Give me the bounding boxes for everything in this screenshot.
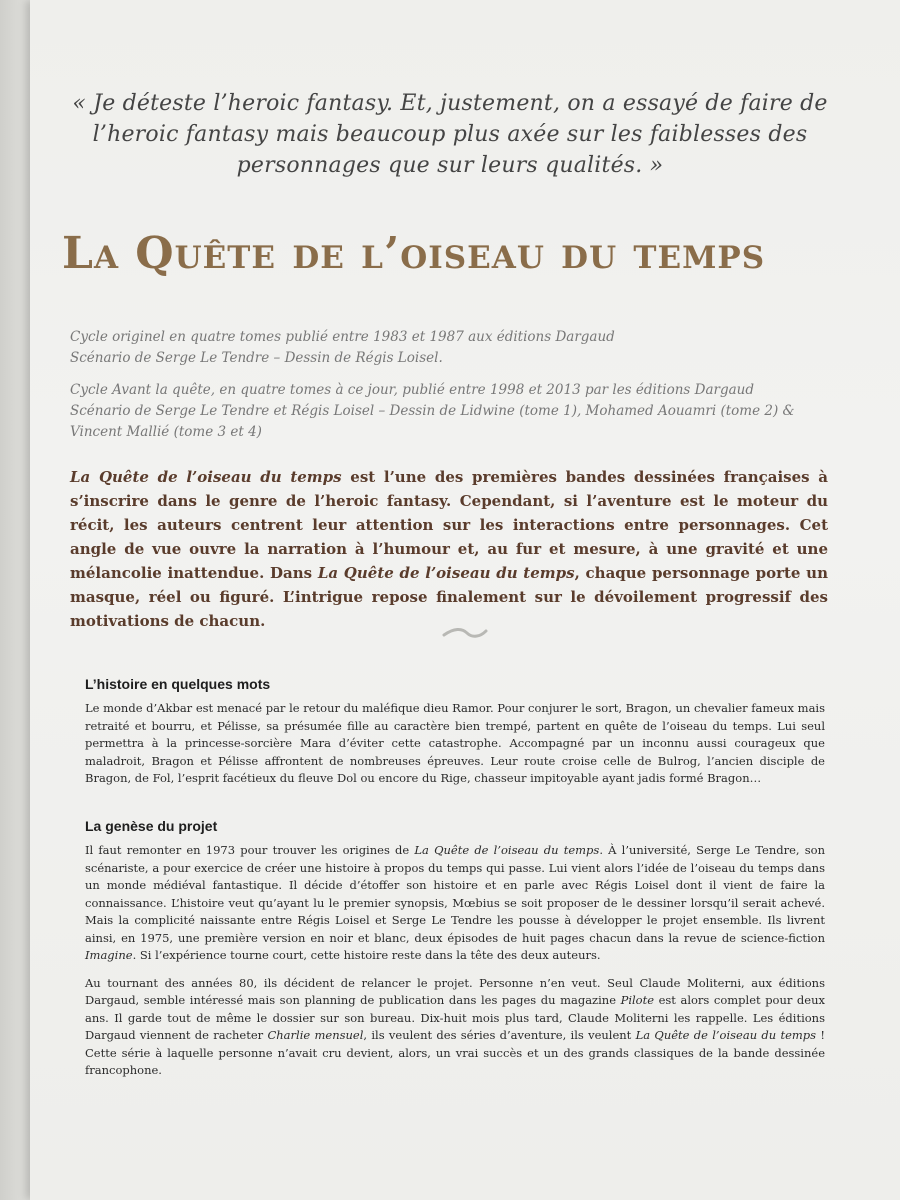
section-story xyxy=(85,676,825,798)
section-heading: L’histoire en quelques mots xyxy=(85,676,271,692)
intro-text: , chaque personnage porte un masque, réel ou figuré. L’intrigue repose finalement sur le dévoilement progressif des motivations de chacun. xyxy=(70,564,828,630)
section-body xyxy=(85,842,825,965)
text-run: . À l’université, Serge Le Tendre, son scénariste, a pour exercice de créer une histoire à propos du temps qui passe. Lui vient alors l’idée de l’oiseau du temps dans un monde médiéval fantastique. Il décide d’étoffer son histoire et en parle avec Régis Loisel dont il vient de faire la connaissance. L’histoire veut qu’ayant lu le premier synopsis, Mœbius se soit proposer de le dessiner lorsqu’il serait achevé. Mais la complicité naissante entre Régis Loisel et Serge Le Tendre les pousse à développer le projet ensemble. Ils livrent ainsi, en 1975, une première version en noir et blanc, deux épisodes de huit pages chacun dans la revue de science-fiction xyxy=(85,843,825,945)
credits-line: Scénario de Serge Le Tendre – Dessin de Régis Loisel. xyxy=(70,350,443,366)
section-body: Le monde d’Akbar est menacé par le retour du maléfique dieu Ramor. Pour conjurer le sort, Bragon, un chevalier fameux mais retraité et bourru, et Pélisse, sa présumée fille au caractère bien trempé, partent en quête de l’oiseau du temps. Lui seul permettra à la princesse-sorcière Mara d’éviter cette catastrophe. Accompagné par un inconnu aussi courageux que maladroit, Bragon et Pélisse affrontent de nombreuses épreuves. Leur route croise celle de Bulrog, l’ancien disciple de Bragon, de Fol, l’esprit facétieux du fleuve Dol ou encore du Rige, chasseur impitoyable ayant jadis formé Bragon… xyxy=(85,701,825,785)
text-run: Au tournant des années 80, ils décident de relancer le projet. Personne n’en veut. Seul Claude Moliterni, aux éditions Dargaud, semble intéressé mais son planning de publication dans les pages du magazine xyxy=(85,975,825,1007)
text-run: est alors complet pour deux ans. Il garde tout de même le dossier sur son bureau. Dix-huit mois plus tard, Claude Moliterni les rappelle. Les éditions Dargaud viennent de racheter xyxy=(85,993,825,1042)
intro-text: est l’une des premières bandes dessinées françaises à s’inscrire dans le genre de l’heroic fantasy. Cependant, si l’aventure est le moteur du récit, les auteurs centrent leur attention sur les interactions entre personnages. Cet angle de vue ouvre la narration à l’humour et, au fur et mesure, à une gravité et une mélancolie inattendue. Dans xyxy=(70,468,828,582)
panel-title: La Quête de l’oiseau du temps xyxy=(62,228,766,279)
credits-line: Scénario de Serge Le Tendre et Régis Loisel – Dessin de Lidwine (tome 1), Mohamed Aouamri (tome 2) & Vincent Mallié (tome 3 et 4) xyxy=(70,403,795,440)
section-body xyxy=(85,975,825,1080)
credits-prequel-cycle xyxy=(70,380,850,443)
italic-title: Charlie mensuel xyxy=(267,1028,364,1042)
italic-title: La Quête de l’oiseau du temps xyxy=(635,1028,817,1042)
credits-line: Cycle Avant la quête, en quatre tomes à ce jour, publié entre 1998 et 2013 par les éditions Dargaud xyxy=(70,382,754,398)
credits-line: Cycle originel en quatre tomes publié entre 1983 et 1987 aux éditions Dargaud xyxy=(70,329,615,345)
opening-quote: « Je déteste l’heroic fantasy. Et, justement, on a essayé de faire de l’heroic fantasy mais beaucoup plus axée sur les faiblesses des personnages que sur leurs qualités. » xyxy=(72,91,828,178)
text-run: , ils veulent des séries d’aventure, ils veulent xyxy=(363,1028,636,1042)
tilde-ornament-icon xyxy=(440,626,490,640)
section-heading: La genèse du projet xyxy=(85,818,218,834)
italic-title: Pilote xyxy=(620,993,655,1007)
italic-title: Imagine xyxy=(85,948,133,962)
intro-italic-title: La Quête de l’oiseau du temps xyxy=(317,564,575,582)
credits-original-cycle xyxy=(70,327,850,369)
italic-title: La Quête de l’oiseau du temps xyxy=(414,843,600,857)
intro-paragraph xyxy=(70,465,828,633)
intro-italic-title: La Quête de l’oiseau du temps xyxy=(70,468,342,486)
text-run: Il faut remonter en 1973 pour trouver les origines de xyxy=(85,843,415,857)
section-genesis xyxy=(85,818,825,1090)
text-run: . Si l’expérience tourne court, cette histoire reste dans la tête des deux auteurs. xyxy=(132,948,601,962)
text-run: ! Cette série à laquelle personne n’avait cru devient, alors, un vrai succès et un des grands classiques de la bande dessinée francophone. xyxy=(85,1028,825,1077)
